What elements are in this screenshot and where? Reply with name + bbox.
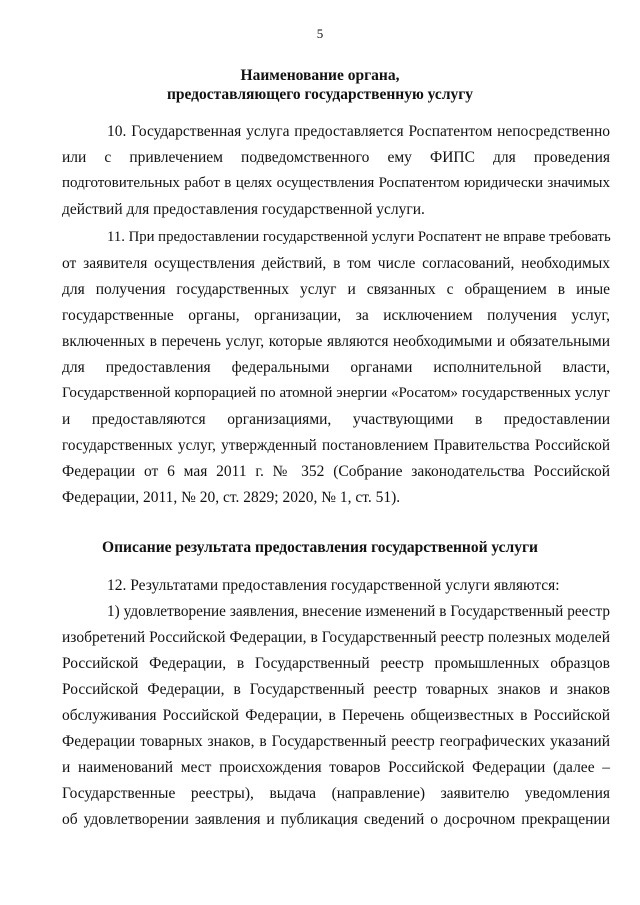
page-number: 5	[316, 26, 324, 41]
paragraph-line: 12. Результатами предоставления государственной услуги являются:	[107, 577, 560, 594]
paragraph-line: Государственной корпорацией по атомной энергии «Росатом» государственных услуг	[62, 385, 610, 401]
paragraph-line: для предоставления федеральными органами исполнительной власти,	[62, 359, 610, 376]
paragraph-line: Федерации товарных знаков, в Государственный реестр географических указаний	[62, 733, 610, 750]
paragraph-line: Федерации, 2011, № 20, ст. 2829; 2020, № 1, ст. 51).	[62, 489, 401, 506]
paragraph-line: и наименований мест происхождения товаров Российской Федерации (далее –	[62, 759, 610, 776]
paragraph-line: для получения государственных услуг и связанных с обращением в иные	[62, 281, 610, 298]
paragraph-line: обслуживания Российской Федерации, в Перечень общеизвестных в Российской	[62, 707, 610, 724]
section-heading-result: Описание результата предоставления государственной услуги	[102, 539, 538, 556]
paragraph-line: или с привлечением подведомственного ему ФИПС для проведения	[62, 149, 610, 166]
paragraph-line: Российской Федерации, в Государственный реестр промышленных образцов	[62, 655, 610, 672]
section-heading-line: предоставляющего государственную услугу	[166, 86, 474, 103]
paragraph-line: Российской Федерации, в Государственный реестр товарных знаков и знаков	[62, 681, 610, 698]
paragraph-line: 11. При предоставлении государственной услуги Роспатент не вправе требовать	[107, 229, 611, 245]
section-heading-organ	[0, 66, 640, 104]
paragraph-line: подготовительных работ в целях осуществления Роспатентом юридически значимых	[62, 175, 610, 191]
paragraph-line: включенных в перечень услуг, которые являются необходимыми и обязательными	[62, 333, 610, 350]
paragraph-line: изобретений Российской Федерации, в Государственный реестр полезных моделей	[62, 629, 610, 646]
paragraph-line: от заявителя осуществления действий, в том числе согласований, необходимых	[62, 255, 610, 272]
paragraph-line: 10. Государственная услуга предоставляется Роспатентом непосредственно	[107, 123, 610, 140]
paragraph-line: Государственные реестры), выдача (направление) заявителю уведомления	[62, 785, 610, 802]
section-heading-line: Наименование органа,	[240, 67, 400, 84]
paragraph-line: 1) удовлетворение заявления, внесение изменений в Государственный реестр	[107, 603, 610, 620]
paragraph-line: действий для предоставления государственной услуги.	[62, 201, 425, 218]
paragraph-line: государственных услуг, утвержденный постановлением Правительства Российской	[62, 437, 610, 454]
paragraph-line: об удовлетворении заявления и публикация сведений о досрочном прекращении	[62, 811, 610, 828]
paragraph-line: Федерации от 6 мая 2011 г. № 352 (Собрание законодательства Российской	[62, 463, 610, 480]
paragraph-line: государственные органы, организации, за исключением получения услуг,	[62, 307, 610, 324]
paragraph-line: и предоставляются организациями, участвующими в предоставлении	[62, 411, 610, 428]
